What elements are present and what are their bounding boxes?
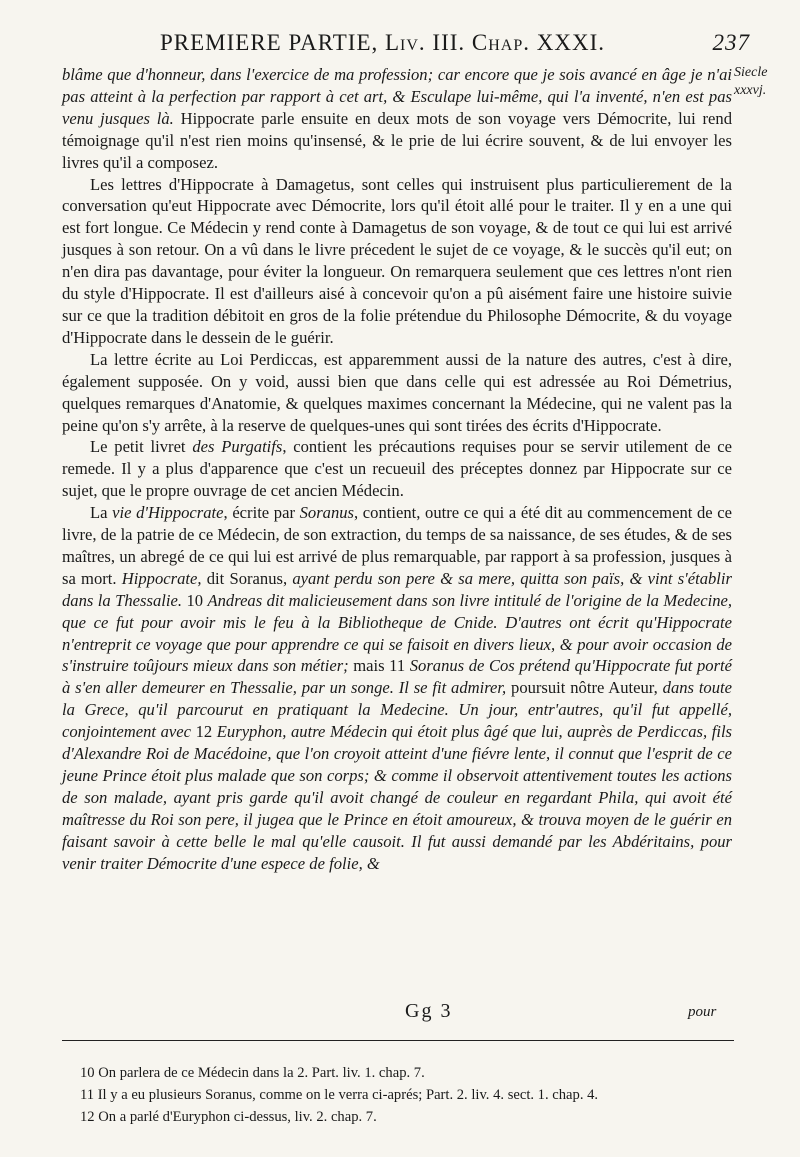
page-number: 237 [712,30,750,55]
footnote-12: 12 On a parlé d'Euryphon ci-dessus, liv. 2. chap. 7. [80,1109,377,1125]
quoted-letter-text: blâme que d'honneur, dans l'exercice de ma profession; car encore que je sois avancé en âge je n'ai pas atteint à la perfection par rapport à cet art, & Esculape lui-même, qui l'a inventé, n'en est pas venu jusques là. [62,65,732,128]
p5-work-title: vie d'Hippocrate [112,503,224,523]
paragraph-5 [62,502,732,874]
p5-text-a: La [90,503,113,523]
p5-author: Soranus [299,503,355,523]
running-title: PREMIERE PARTIE, Liv. III. Chap. XXXI. [160,30,605,55]
p5-text-c: , contient, outre ce qui a été dit au commencement de ce livre, de la patrie de ce Médecin, de son extraction, du temps de sa naissance, de ses études, & de ses maîtres, un abregé de ce qui lui est arrivé de plus remarquable, par rapport à sa profession, jusques à sa mort. [62,503,733,588]
p4-text-a: Le petit livret [90,437,193,457]
p5-text-f: ayant perdu son pere & sa mere, quitta son païs, & vint s'établir dans la Thessalie. [62,568,732,610]
paragraph-3: La lettre écrite au Loi Perdiccas, est apparemment aussi de la nature des autres, c'est à dire, également supposée. On y void, aussi bien que dans celle qui est adressée au Roi Démetrius, quelques remarques d'Anatomie, & quelques maximes concernant la Médecine, qui ne valent pas la peine qu'on s'y arrête, à la reserve de quelques-unes qui sont tirées des écrits d'Hippocrate. [62,349,732,435]
signature-mark: Gg 3 [405,1000,453,1022]
footnote-ref-11: mais 11 [348,656,410,676]
catchword: pour [688,1004,717,1020]
footnote-10: 10 On parlera de ce Médecin dans la 2. Part. liv. 1. chap. 7. [80,1065,425,1081]
footnotes [80,1062,740,1128]
p5-text-h: Andreas dit malicieusement dans son livre intitulé de l'origine de la Medecine, que ce fut pour avoir mis le feu à la Bibliotheque de Cnide. D'autres ont écrit qu'Hippocrate n'entreprit ce voyage que pour apprendre ce qui se faisoit en divers lieux, & pour avoir occasion de s'instruire toûjours mieux dans son métier; [62,590,733,676]
paragraph-2: Les lettres d'Hippocrate à Damagetus, sont celles qui instruisent plus particulierement de la conversation qu'eut Hippocrate avec Démocrite, lors qu'il étoit allé pour le traiter. Il y en a une qui est fort longue. Ce Médecin y rend conte à Damagetus de son voyage, & de tout ce qui lui est arrivé jusques à son retour. On a vû dans le livre précedent le sujet de ce voyage, & le succès qu'il eut; on n'en dira pas davantage, pour éviter la longueur. On remarquera seulement que ces lettres n'ont rien du style d'Hippocrate. Il est d'ailleurs aisé à concevoir qu'on a pû aisément faire une histoire suivie sur ce que la tradition débitoit en gros de la folie prétendue du Philosophe Démocrite, & du voyage d'Hippocrate dans le dessein de le guérir. [62,174,732,347]
p5-text-d: Hippocrate, [121,568,202,588]
p5-text-l: dans toute la Grece, qu'il parcourut en pratiquant la Medecine. Un jour, entr'autres, qu'il fut appellé, conjointement avec [62,678,732,742]
footnote-ref-10: 10 [182,590,208,610]
p5-text-b: , écrite par [223,503,300,523]
footnote-ref-12: 12 [191,722,217,742]
footnote-11: 11 Il y a eu plusieurs Soranus, comme on le verra ci-aprés; Part. 2. liv. 4. sect. 1. chap. 4. [80,1087,599,1103]
main-text [62,64,732,875]
footnote-rule [62,1040,734,1041]
margin-note-line1: Siecle [734,65,768,80]
p4-text-b: , contient les précautions requises pour se servir utilement de ce remede. Il y a plus d'apparence que c'est un recueuil des préceptes donnez par Hippocrate sur ce sujet, que le propre ouvrage de cet ancien Médecin. [62,437,732,501]
p4-work-title: des Purgatifs [192,437,283,457]
p5-text-k: poursuit nôtre Auteur, [506,678,663,698]
paragraph-4 [62,436,732,502]
paragraph-1-rest: Hippocrate parle ensuite en deux mots de son voyage vers Démocrite, lui rend témoignage qu'il n'est rien moins qu'insensé, & le prie de lui écrire souvent, & de lui envoyer les livres qu'il a composez. [62,108,732,172]
paragraph-1 [62,64,732,174]
p5-text-n: Euryphon, autre Médecin qui étoit plus âgé que lui, auprès de Perdiccas, fils d'Alexandre Roi de Macédoine, que l'on croyoit atteint d'une fiévre lente, il connut que l'esprit de ce jeune Prince étoit plus malade que son corps; & comme il observoit attentivement toutes les actions de son malade, ayant pris garde qu'il avoit changé de couleur en regardant Phila, qui avoit été maîtresse du Roi son pere, il jugea que le Prince en étoit amoureux, & trouva moyen de le guérir en faisant savoir à cette belle le mal qu'elle causoit. Il fut aussi demandé par les Abdéritains, pour venir traiter Démocrite d'une espece de folie, & [62,722,733,873]
running-header [160,30,750,56]
p5-text-e: dit Soranus, [201,568,293,588]
margin-note [734,64,798,100]
p5-text-j: Soranus de Cos prétend qu'Hippocrate fut porté à s'en aller demeurer en Thessalie, par un songe. Il se fit admirer, [62,656,733,698]
margin-note-line2: xxxvj. [734,83,767,98]
